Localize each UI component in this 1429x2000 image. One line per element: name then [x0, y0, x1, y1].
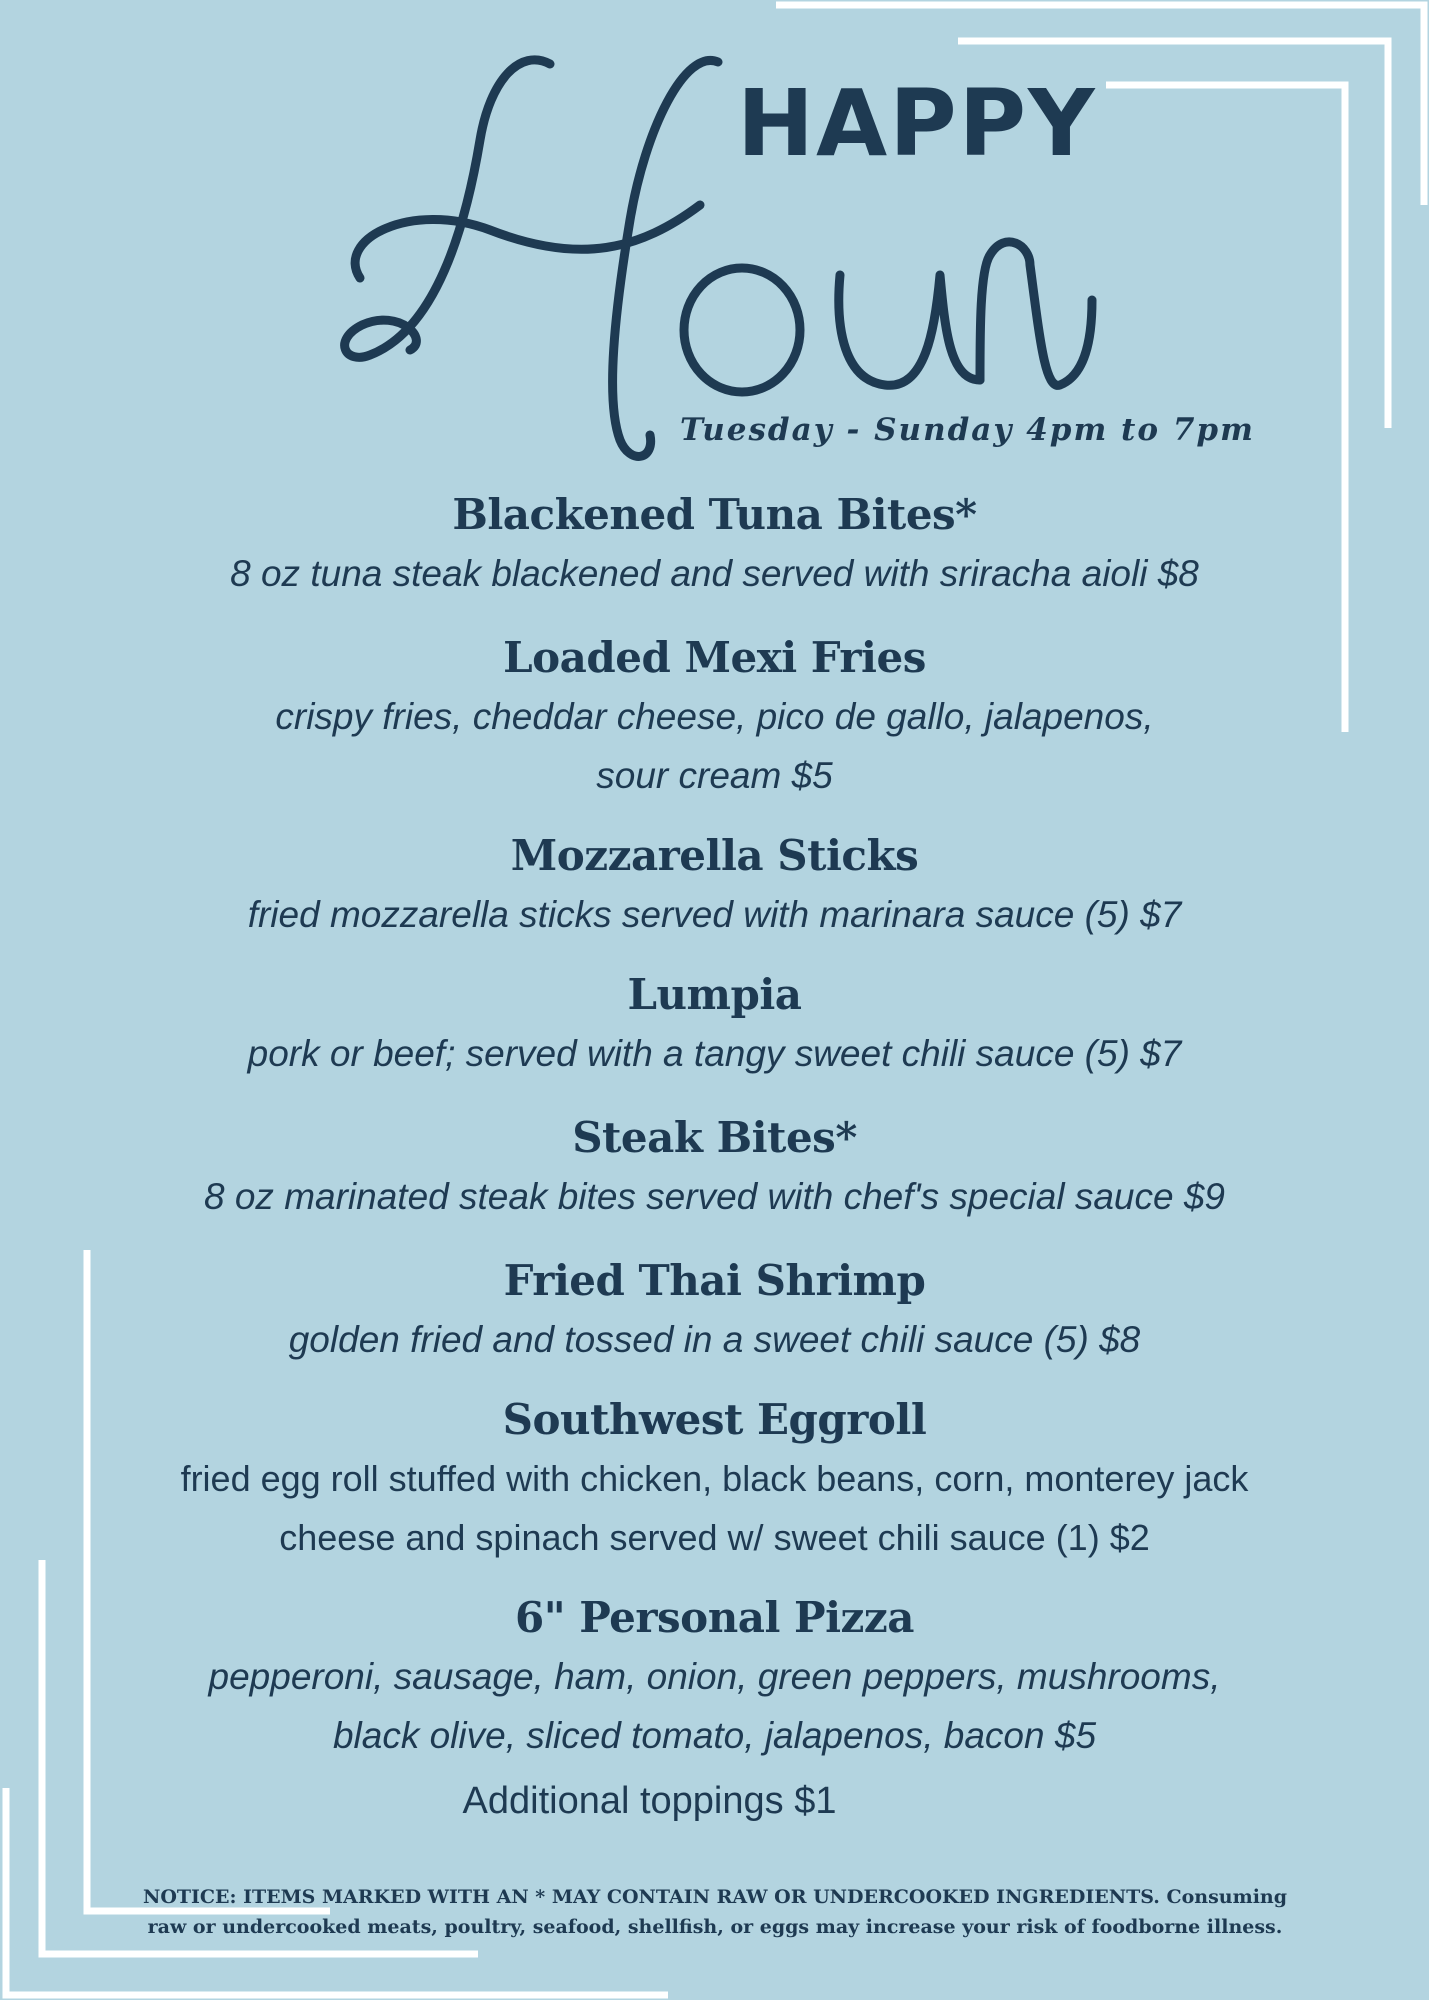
- menu-item-name: 6" Personal Pizza: [515, 1593, 914, 1642]
- menu-item-desc: pepperoni, sausage, ham, onion, green peppers, mushrooms,: [208, 1656, 1221, 1697]
- menu-item-name: Mozzarella Sticks: [510, 831, 919, 880]
- notice-line: NOTICE: ITEMS MARKED WITH AN * MAY CONTAIN RAW OR UNDERCOOKED INGREDIENTS. Consuming: [142, 1886, 1288, 1908]
- menu-item-name: Lumpia: [627, 970, 802, 1019]
- menu-item-desc: fried egg roll stuffed with chicken, black beans, corn, monterey jack: [180, 1458, 1249, 1499]
- menu-item-desc: black olive, sliced tomato, jalapenos, bacon $5: [332, 1715, 1097, 1756]
- hours-subtitle: Tuesday - Sunday 4pm to 7pm: [680, 412, 1255, 448]
- menu-item: [0, 1391, 1429, 1567]
- menu-item-desc: fried mozzarella sticks served with marinara sauce (5) $7: [247, 894, 1182, 935]
- menu-item: [0, 827, 1429, 944]
- menu-item: [0, 486, 1429, 603]
- raw-food-notice: [140, 1882, 1290, 1942]
- menu-item-desc: 8 oz tuna steak blackened and served with sriracha aioli $8: [230, 553, 1199, 594]
- menu-item-desc: 8 oz marinated steak bites served with chef's special sauce $9: [204, 1176, 1225, 1217]
- menu-item: [0, 1109, 1429, 1226]
- menu-item-name: Blackened Tuna Bites*: [452, 490, 977, 539]
- menu-item-name: Loaded Mexi Fries: [503, 633, 926, 682]
- menu-item-name: Fried Thai Shrimp: [503, 1256, 926, 1305]
- menu-item-name: Southwest Eggroll: [502, 1395, 927, 1444]
- menu-item: [0, 1252, 1429, 1369]
- menu-item-desc: golden fried and tossed in a sweet chili sauce (5) $8: [288, 1319, 1141, 1360]
- additional-toppings: Additional toppings $1: [462, 1780, 837, 1822]
- menu-item-name: Steak Bites*: [572, 1113, 857, 1162]
- menu-list: [0, 486, 1429, 1829]
- menu-item-desc: pork or beef; served with a tangy sweet chili sauce (5) $7: [247, 1033, 1182, 1074]
- notice-line: raw or undercooked meats, poultry, seafood, shellfish, or eggs may increase your risk of foodborne illness.: [147, 1916, 1283, 1938]
- menu-item-desc: sour cream $5: [596, 755, 833, 796]
- menu-item: [0, 1589, 1429, 1765]
- happy-heading: HAPPY: [737, 70, 1097, 177]
- menu-item-desc: cheese and spinach served w/ sweet chili sauce (1) $2: [279, 1517, 1150, 1558]
- menu-item: [0, 629, 1429, 805]
- menu-item: [0, 966, 1429, 1083]
- menu-item-desc: crispy fries, cheddar cheese, pico de gallo, jalapenos,: [275, 696, 1154, 737]
